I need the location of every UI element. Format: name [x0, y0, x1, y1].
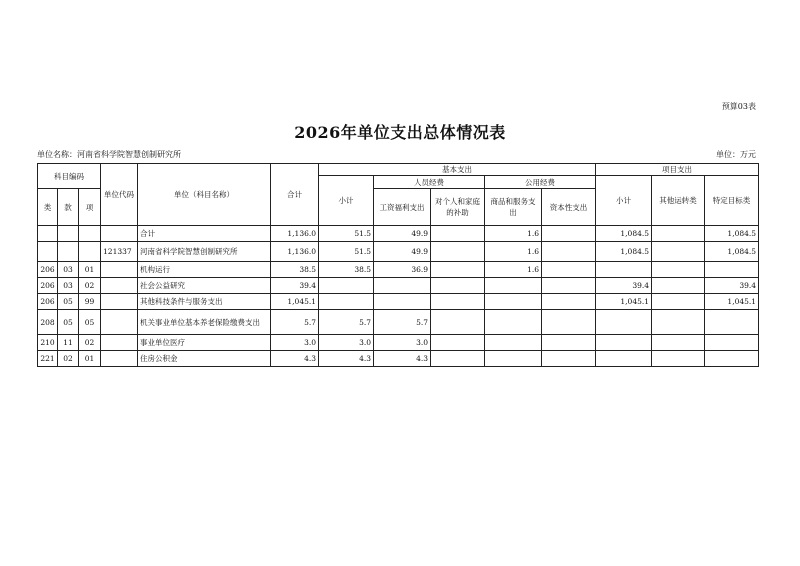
- table-row: [38, 294, 759, 310]
- cell-specific: 39.4: [705, 278, 759, 294]
- header-capital: 资本性支出: [542, 189, 596, 226]
- cell-total: 39.4: [271, 278, 319, 294]
- cell-individual: [431, 335, 485, 351]
- cell-basic-subtotal: 51.5: [319, 242, 374, 262]
- header-total: 合计: [271, 164, 319, 226]
- cell-project-subtotal: 1,045.1: [596, 294, 652, 310]
- cell-kuan: [58, 226, 79, 242]
- table-row: [38, 351, 759, 367]
- header-subject-code: 科目编码: [38, 164, 101, 189]
- cell-individual: [431, 242, 485, 262]
- cell-capital: [542, 262, 596, 278]
- header-kuan: 款: [58, 189, 79, 226]
- cell-goods: 1.6: [485, 242, 542, 262]
- header-project: 项目支出: [596, 164, 759, 176]
- header-unit-code: 单位代码: [101, 164, 138, 226]
- cell-other-transfer: [652, 262, 705, 278]
- cell-unit-code: [101, 335, 138, 351]
- table-row: [38, 242, 759, 262]
- cell-xiang: 02: [79, 278, 101, 294]
- cell-kuan: 03: [58, 278, 79, 294]
- cell-xiang: [79, 226, 101, 242]
- cell-other-transfer: [652, 242, 705, 262]
- header-unit-name: 单位（科目名称）: [138, 164, 271, 226]
- cell-unit-code: 121337: [101, 242, 138, 262]
- cell-unit-code: [101, 294, 138, 310]
- table-row: [38, 262, 759, 278]
- cell-salary: 49.9: [374, 226, 431, 242]
- cell-individual: [431, 278, 485, 294]
- cell-project-subtotal: 39.4: [596, 278, 652, 294]
- cell-goods: 1.6: [485, 226, 542, 242]
- cell-unit-name: 机关事业单位基本养老保险缴费支出: [138, 310, 271, 335]
- cell-salary: 3.0: [374, 335, 431, 351]
- cell-xiang: 02: [79, 335, 101, 351]
- cell-total: 38.5: [271, 262, 319, 278]
- unit-name: 单位名称：河南省科学院智慧创制研究所: [37, 150, 181, 159]
- cell-project-subtotal: [596, 262, 652, 278]
- cell-other-transfer: [652, 351, 705, 367]
- cell-other-transfer: [652, 226, 705, 242]
- cell-kuan: 05: [58, 310, 79, 335]
- cell-salary: 49.9: [374, 242, 431, 262]
- cell-lei: 206: [38, 262, 58, 278]
- cell-individual: [431, 294, 485, 310]
- cell-lei: 206: [38, 294, 58, 310]
- cell-lei: 210: [38, 335, 58, 351]
- cell-xiang: 05: [79, 310, 101, 335]
- table-row: [38, 335, 759, 351]
- header-lei: 类: [38, 189, 58, 226]
- cell-capital: [542, 351, 596, 367]
- cell-salary: 36.9: [374, 262, 431, 278]
- cell-unit-name: 合计: [138, 226, 271, 242]
- header-specific: 特定目标类: [705, 176, 759, 226]
- cell-other-transfer: [652, 278, 705, 294]
- cell-specific: 1,045.1: [705, 294, 759, 310]
- cell-unit-code: [101, 262, 138, 278]
- cell-unit-code: [101, 278, 138, 294]
- cell-unit-name: 住房公积金: [138, 351, 271, 367]
- cell-total: 4.3: [271, 351, 319, 367]
- cell-unit-code: [101, 226, 138, 242]
- cell-goods: 1.6: [485, 262, 542, 278]
- cell-capital: [542, 310, 596, 335]
- cell-goods: [485, 278, 542, 294]
- cell-unit-name: 机构运行: [138, 262, 271, 278]
- cell-specific: [705, 262, 759, 278]
- cell-project-subtotal: [596, 310, 652, 335]
- cell-goods: [485, 335, 542, 351]
- cell-unit-name: 河南省科学院智慧创制研究所: [138, 242, 271, 262]
- cell-basic-subtotal: [319, 278, 374, 294]
- cell-kuan: 05: [58, 294, 79, 310]
- header-basic: 基本支出: [319, 164, 596, 176]
- cell-unit-name: 其他科技条件与服务支出: [138, 294, 271, 310]
- cell-total: 1,045.1: [271, 294, 319, 310]
- cell-total: 1,136.0: [271, 226, 319, 242]
- expenditure-table: [37, 163, 759, 367]
- table-row: [38, 310, 759, 335]
- cell-xiang: 01: [79, 351, 101, 367]
- cell-xiang: 01: [79, 262, 101, 278]
- form-number: 预算03表: [721, 102, 756, 111]
- cell-basic-subtotal: 4.3: [319, 351, 374, 367]
- table-row: [38, 226, 759, 242]
- header-public: 公用经费: [485, 176, 596, 189]
- cell-goods: [485, 294, 542, 310]
- cell-capital: [542, 242, 596, 262]
- cell-kuan: 03: [58, 262, 79, 278]
- cell-xiang: 99: [79, 294, 101, 310]
- cell-kuan: 11: [58, 335, 79, 351]
- cell-capital: [542, 294, 596, 310]
- cell-unit-code: [101, 310, 138, 335]
- header-goods: 商品和服务支出: [485, 189, 542, 226]
- cell-basic-subtotal: [319, 294, 374, 310]
- cell-goods: [485, 351, 542, 367]
- cell-basic-subtotal: 3.0: [319, 335, 374, 351]
- cell-other-transfer: [652, 310, 705, 335]
- cell-capital: [542, 226, 596, 242]
- cell-basic-subtotal: 5.7: [319, 310, 374, 335]
- cell-specific: [705, 335, 759, 351]
- cell-unit-name: 社会公益研究: [138, 278, 271, 294]
- cell-goods: [485, 310, 542, 335]
- cell-specific: [705, 351, 759, 367]
- cell-individual: [431, 226, 485, 242]
- header-personnel: 人员经费: [374, 176, 485, 189]
- cell-salary: 5.7: [374, 310, 431, 335]
- cell-specific: 1,084.5: [705, 226, 759, 242]
- cell-salary: [374, 278, 431, 294]
- cell-other-transfer: [652, 335, 705, 351]
- header-xiang: 项: [79, 189, 101, 226]
- header-project-subtotal: 小计: [596, 176, 652, 226]
- cell-unit-name: 事业单位医疗: [138, 335, 271, 351]
- cell-project-subtotal: [596, 351, 652, 367]
- cell-project-subtotal: [596, 335, 652, 351]
- cell-kuan: [58, 242, 79, 262]
- cell-individual: [431, 262, 485, 278]
- cell-lei: [38, 226, 58, 242]
- page-title: 2026年单位支出总体情况表: [294, 123, 506, 142]
- cell-capital: [542, 278, 596, 294]
- cell-individual: [431, 351, 485, 367]
- cell-capital: [542, 335, 596, 351]
- cell-lei: 221: [38, 351, 58, 367]
- cell-basic-subtotal: 51.5: [319, 226, 374, 242]
- cell-lei: 206: [38, 278, 58, 294]
- header-salary: 工资福利支出: [374, 189, 431, 226]
- currency-unit: 单位：万元: [716, 150, 756, 159]
- header-basic-subtotal: 小计: [319, 176, 374, 226]
- header-other-transfer: 其他运转类: [652, 176, 705, 226]
- cell-lei: 208: [38, 310, 58, 335]
- cell-salary: 4.3: [374, 351, 431, 367]
- cell-lei: [38, 242, 58, 262]
- cell-unit-code: [101, 351, 138, 367]
- cell-project-subtotal: 1,084.5: [596, 226, 652, 242]
- cell-individual: [431, 310, 485, 335]
- cell-kuan: 02: [58, 351, 79, 367]
- cell-other-transfer: [652, 294, 705, 310]
- cell-project-subtotal: 1,084.5: [596, 242, 652, 262]
- cell-total: 5.7: [271, 310, 319, 335]
- cell-specific: 1,084.5: [705, 242, 759, 262]
- cell-xiang: [79, 242, 101, 262]
- table-row: [38, 278, 759, 294]
- header-individual: 对个人和家庭的补助: [431, 189, 485, 226]
- cell-salary: [374, 294, 431, 310]
- cell-total: 1,136.0: [271, 242, 319, 262]
- cell-basic-subtotal: 38.5: [319, 262, 374, 278]
- cell-specific: [705, 310, 759, 335]
- cell-total: 3.0: [271, 335, 319, 351]
